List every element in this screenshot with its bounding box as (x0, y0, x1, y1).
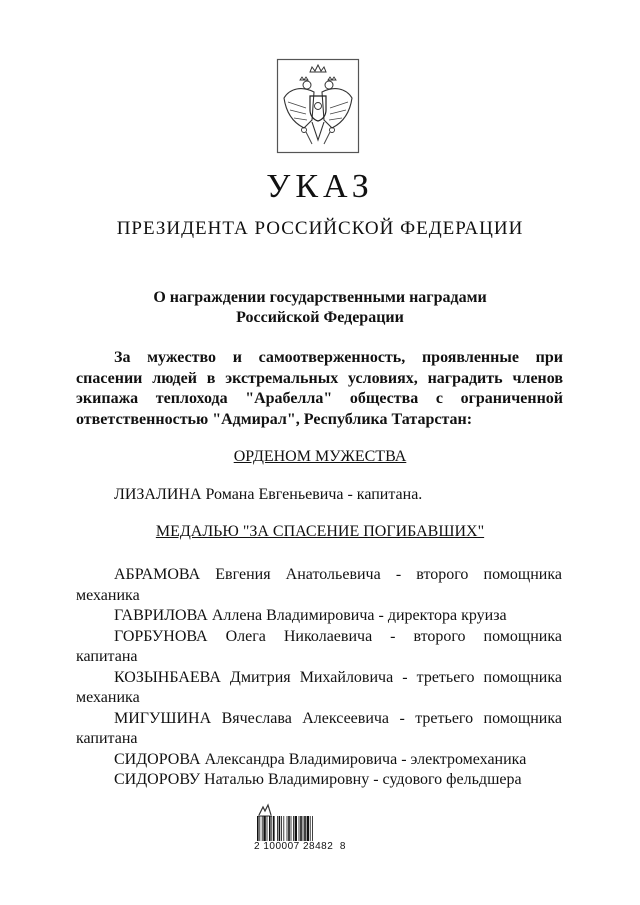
barcode-icon (256, 816, 334, 842)
preamble-line: экипажа теплохода "Арабелла" общества с ограниченной (76, 390, 563, 407)
recipient-entry (76, 606, 562, 627)
decree-subtitle: ПРЕЗИДЕНТА РОССИЙСКОЙ ФЕДЕРАЦИИ (116, 218, 524, 239)
award-title-rescue-medal: МЕДАЛЬЮ "ЗА СПАСЕНИЕ ПОГИБАВШИХ" (155, 523, 485, 540)
recipient-entry (76, 770, 562, 791)
recipient-line: АБРАМОВА Евгения Анатольевича - второго помощника (114, 566, 562, 583)
recipient-line: ЛИЗАЛИНА Романа Евгеньевича - капитана. (114, 486, 423, 503)
document-mark-icon (257, 803, 273, 817)
heading-line: Российской Федерации (236, 309, 404, 326)
decree-preamble (76, 348, 563, 430)
award-title-order-of-courage: ОРДЕНОМ МУЖЕСТВА (233, 448, 407, 465)
preamble-line: спасении людей в экстремальных условиях, наградить членов (76, 369, 563, 387)
recipient-entry (76, 627, 562, 668)
russian-coat-of-arms-icon (276, 58, 360, 154)
recipient-line: ГОРБУНОВА Олега Николаевича - второго помощника (114, 627, 562, 645)
recipient-entry (76, 565, 562, 606)
recipient-line-continued: капитана (76, 730, 138, 747)
decree-title: УКАЗ (266, 168, 374, 205)
barcode-number: 2 100007 28482 8 (254, 841, 346, 852)
recipient-entry (76, 750, 562, 771)
recipient-list (76, 485, 562, 506)
recipient-entry (76, 709, 562, 750)
recipient-line-continued: механика (76, 689, 140, 706)
preamble-line: За мужество и самоотверженность, проявленные при (114, 349, 563, 366)
heading-line: О награждении государственными наградами (153, 289, 487, 306)
recipient-line: МИГУШИНА Вячеслава Алексеевича - третьего помощника (114, 709, 562, 727)
recipient-line-continued: капитана (76, 648, 138, 665)
recipient-entry (76, 485, 562, 506)
recipient-line: ГАВРИЛОВА Аллена Владимировича - директора круиза (114, 607, 507, 624)
preamble-line: ответственностью "Адмирал", Республика Татарстан: (76, 410, 473, 428)
recipient-entry (76, 668, 562, 709)
recipient-line: СИДОРОВА Александра Владимировича - электромеханика (114, 750, 527, 768)
recipient-line-continued: механика (76, 586, 140, 604)
decree-heading (0, 288, 640, 328)
recipient-line: СИДОРОВУ Наталью Владимировну - судового фельдшера (114, 771, 522, 788)
recipient-list (76, 565, 562, 791)
recipient-line: КОЗЫНБАЕВА Дмитрия Михайловича - третьего помощника (114, 668, 562, 686)
